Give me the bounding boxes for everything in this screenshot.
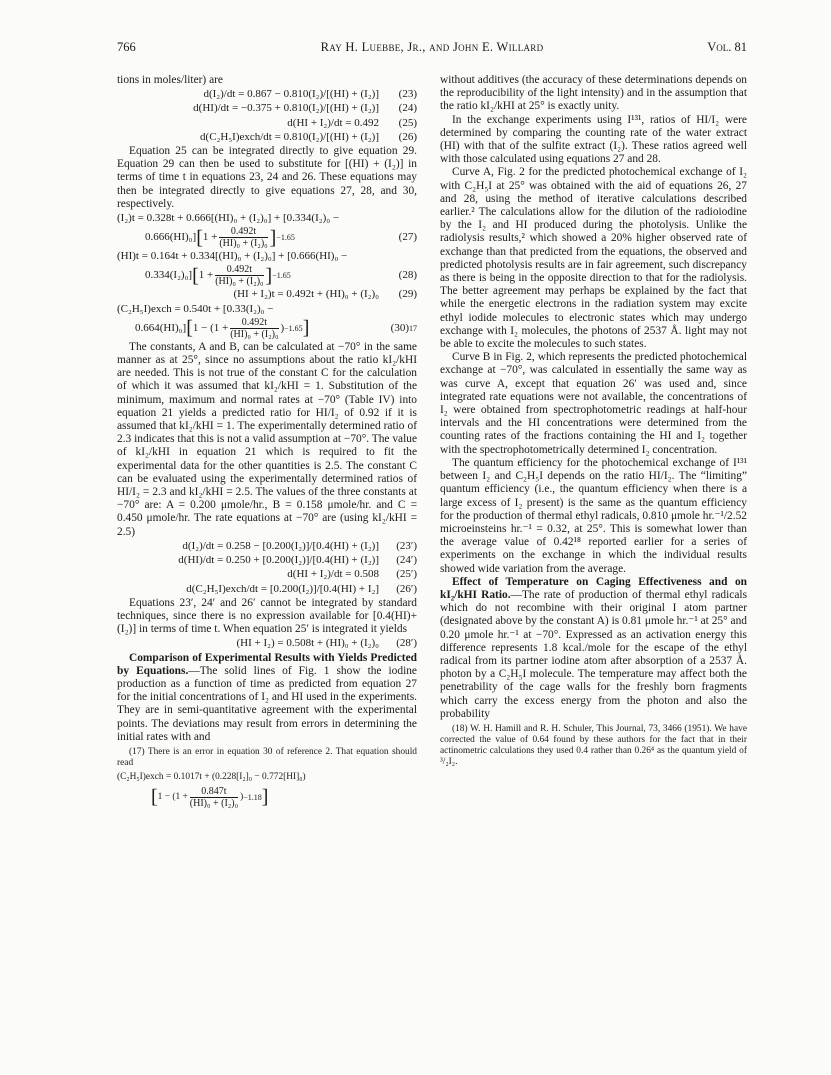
left-column xyxy=(117,74,417,810)
right-column xyxy=(440,74,747,768)
running-authors: Ray H. Luebbe, Jr., and John E. Willard xyxy=(320,40,544,54)
paragraph: The quantum efficiency for the photochemical exchange of I¹³¹ between I₂ and C₂H₅I depends on the ratio HI/I₂. The “limiting” quantum efficiency (i.e., the quantum efficiency when there is a large excess of I₂ present) is the same as the quantum efficiency for the production of thermal ethyl radicals, 0.810 μmole hr.⁻¹/2.52 microeinsteins hr.⁻¹ = 0.32, at 25°. This is somewhat lower than the average value of 0.42¹⁸ reported earlier for a series of experiments on the exchange in which the individual results showed wide variation from the average. xyxy=(440,456,747,575)
equation-27-line2: 0.666(HI)₀] [ 1 + $\frac{0.492t}{\text{(HI)₀ + (I₂)₀}}$ ] −1.65 (27) xyxy=(145,226,417,250)
equation-23-prime: d(I₂)/dt = 0.258 − [0.200(I₂)]/[0.4(HI) + (I₂)] (23′) xyxy=(182,539,417,552)
equation-24: d(HI)/dt = −0.375 + 0.810(I₂)/[(HI) + (I₂)] (24) xyxy=(193,102,417,115)
equation-27-line1: (I₂)t = 0.328t + 0.666[(HI)₀ + (I₂)₀] + [0.334(I₂)₀ − xyxy=(117,212,340,225)
equation-30-line1: (C₂H₅I)exch = 0.540t + [0.33(I₂)₀ − xyxy=(117,302,274,315)
section-heading: Effect of Temperature on Caging Effectiveness and on kI₂/kHI Ratio. xyxy=(440,575,747,601)
paragraph: Curve A, Fig. 2 for the predicted photochemical exchange of I₂ with C₂H₅I at 25° was obtained with the aid of equations 26, 27 and 28, using the method of iterative calculations described earlier.² The calculations allow for the dilution of the radioiodine by the I₂ and HI produced during the photolysis. Unlike the radiolysis results,² which showed a 20% higher observed rate of exchange than that predicted from the equations, the observed and predicted photolysis results are in fair agreement, such discrepancy as there is being in the opposite direction to that for the radiolysis. The better agreement may perhaps be explained by the fact that while the energetic electrons in the radiation system may excite ethyl iodide molecules to electronic states which may undergo exchange with I₂ molecules, the photons of 2537 Å. light may not be able to excite the molecules to such states. xyxy=(440,166,747,351)
footnote-17: (17) There is an error in equation 30 of reference 2. That equation should read xyxy=(117,746,417,768)
equation-26: d(C₂H₅I)exch/dt = 0.810(I₂)/[(HI) + (I₂)] (26) xyxy=(200,130,417,143)
equation-24-prime: d(HI)/dt = 0.250 + [0.200(I₂)]/[0.4(HI) + (I₂)] (24′) xyxy=(178,554,417,567)
equation-25-prime: d(HI + I₂)/dt = 0.508 (25′) xyxy=(287,568,417,581)
equation-28-line1: (HI)t = 0.164t + 0.334[(HI)₀ + (I₂)₀] + [0.666(HI)₀ − xyxy=(117,250,348,263)
equation-25: d(HI + I₂)/dt = 0.492 (25) xyxy=(287,116,417,129)
section-heading: Comparison of Experimental Results with Yields Predicted by Equations. xyxy=(117,651,417,677)
paragraph: The constants, A and B, can be calculated at −70° in the same manner as at 25°, since no assumptions about the ratio kI₂/kHI are needed. This is not true of the constant C for the calculation of which it was assumed that kI₂/kHI = 1. Substitution of the minimum, maximum and normal rates at −70° (Table IV) into equation 21 yields a predicted ratio for HI/I₂ of 0.92 if it is assumed that kI₂/kHI = 1. The experimentally determined ratio of 2.3 indicates that this is not a valid assumption at −70°. The value of kI₂/kHI in equation 21 which is required to fit the experimental data for the other quantities is 2.5. The constant C can be evaluated using the experimentally determined ratios of HI/I₂ = 2.3 and kI₂/kHI = 2.5. The values of the three constants at −70° are: A = 0.200 μmole/hr., B = 0.158 μmole/hr. and C = 0.450 μmole/hr. The rate equations at −70° are (using kI₂/kHI = 2.5) xyxy=(117,340,417,538)
equation-28-prime: (HI + I₂) = 0.508t + (HI)₀ + (I₂)₀ (28′) xyxy=(236,637,417,650)
page-number: 766 xyxy=(117,40,136,54)
footnote-17-equation-line1: (C₂H₅I)exch = 0.1017t + (0.228[I₂]₀ − 0.772[HI]₀) xyxy=(117,771,306,782)
paragraph: tions in moles/liter) are xyxy=(117,74,223,86)
paragraph: without additives (the accuracy of these determinations depends on the reproducibility of the light intensity) and in the assumption that the ratio kI₂/kHI at 25° is exactly unity. xyxy=(440,74,747,113)
equation-28-line2: 0.334(I₂)₀] [ 1 + $\frac{0.492t}{\text{(HI)₀ + (I₂)₀}}$ ] −1.65 (28) xyxy=(145,264,417,288)
equation-30-line2: 0.664(HI)₀] [ 1 − (1 + $\frac{0.492t}{\text{(HI)₀ + (I₂)₀}}$ ) −1.65 ] (30) 17 xyxy=(135,316,417,340)
volume-label: Vol. 81 xyxy=(707,40,747,54)
equation-26-prime: d(C₂H₅I)exch/dt = [0.200(I₂)]/[0.4(HI) + I₂] (26′) xyxy=(186,582,417,595)
equation-29: (HI + I₂)t = 0.492t + (HI)₀ + (I₂)₀ (29) xyxy=(233,288,417,301)
paragraph: Curve B in Fig. 2, which represents the predicted photochemical exchange at −70°, was calculated in essentially the same way as was curve A, except that equation 26′ was used and, since integrated rate equations were not available, the concentrations of I₂ were obtained from spectrophotometric readings at half-hour intervals and the HI concentrations were determined from the counting rates of the fractions containing the HI and I₂ together with the spectrophotometrically determined I₂ concentration. xyxy=(440,351,747,456)
footnote-18: (18) W. H. Hamill and R. H. Schuler, This Journal, 73, 3466 (1951). We have corrected the value of 0.64 found by these authors for the fact that in their actinometric calculations they used 0.4 rather than 0.26⁴ as the quantum yield of ³/₂I₂. xyxy=(440,723,747,767)
equation-23: d(I₂)/dt = 0.867 − 0.810(I₂)/[(HI) + (I₂)] (23) xyxy=(203,88,417,101)
paragraph: Effect of Temperature on Caging Effectiveness and on kI₂/kHI Ratio.—The rate of production of thermal ethyl radicals which do not recombine with their original I atom partner (designated above by the constant A) is 0.81 μmole hr.⁻¹ at 25° and 0.20 μmole hr.⁻¹ at −70°. Expressed as an activation energy this difference represents 1.8 kcal./mole for the escape of the ethyl radical from its partner iodine atom after absorption of a 2537 Å. photon by a C₂H₅I molecule. The temperature may affect both the penetrability of the cage walls for the freshly born fragments which carry the excess energy from the photon and also the probability xyxy=(440,575,747,720)
paragraph: Comparison of Experimental Results with Yields Predicted by Equations.—The solid lines of Fig. 1 show the iodine production as a function of time as predicted from equation 27 for the initial concentrations of I₂ and HI used in the experiments. They are in semi-quantitative agreement with the experimental points. The deviations may result from errors in determining the initial rates with and xyxy=(117,651,417,743)
paragraph: Equation 25 can be integrated directly to give equation 29. Equation 29 can then be used to substitute for [(HI) + (I₂)] in terms of time t in equations 23, 24 and 26. These equations may then be integrated directly to give equations 27, 28, and 30, respectively. xyxy=(117,145,417,210)
paragraph: Equations 23′, 24′ and 26′ cannot be integrated by standard techniques, since there is no expression available for [0.4(HI)+(I₂)] in terms of time t. When equation 25′ is integrated it yields xyxy=(117,596,417,636)
page-header xyxy=(117,40,747,58)
footnote-17-equation-line2: [ 1 − (1 + $\frac{0.847t}{\text{(HI)₀ + (I₂)₀}}$ ) −1.18 ] xyxy=(151,785,269,809)
paragraph: In the exchange experiments using I¹³¹, ratios of HI/I₂ were determined by comparing the counting rate of the water extract (HI) with that of the sulfite extract (I₂). These ratios agreed well with those calculated using equations 27 and 28. xyxy=(440,113,747,166)
